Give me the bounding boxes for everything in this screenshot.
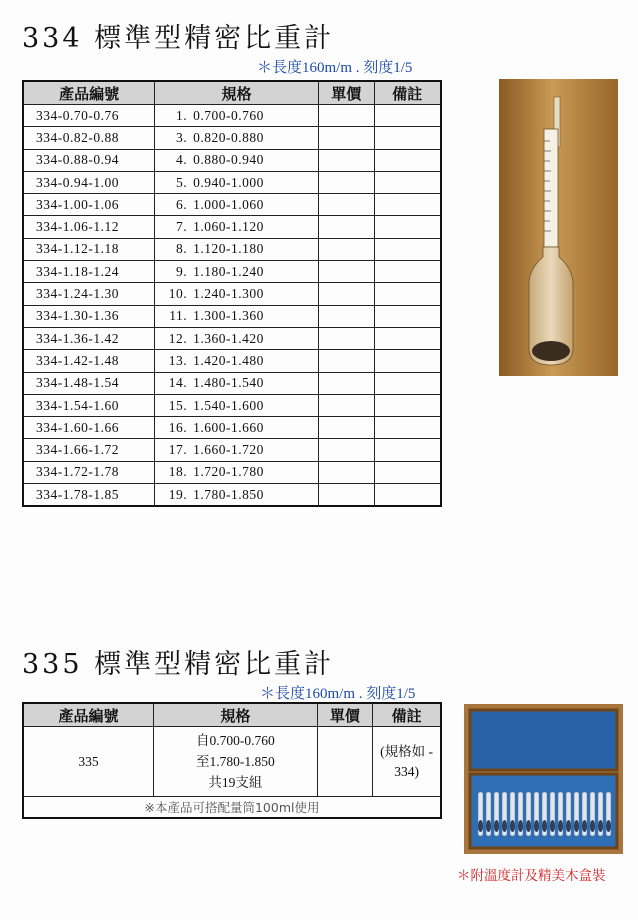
remark-cell	[374, 238, 441, 260]
spec-number: 19.	[168, 486, 188, 502]
header-unit-price: 單價	[317, 703, 373, 727]
unit-price-cell	[318, 372, 374, 394]
unit-price-cell	[317, 727, 373, 797]
table-note: ※本產品可搭配量筒100ml使用	[23, 797, 441, 819]
spec-range: 1.360-1.420	[193, 330, 264, 346]
spec-range: 1.180-1.240	[193, 263, 264, 279]
remark-cell	[374, 327, 441, 349]
section-334-title: 334 標準型精密比重計	[22, 23, 335, 54]
unit-price-cell	[318, 127, 374, 149]
product-code-cell: 334-1.18-1.24	[23, 261, 155, 283]
spec-cell	[155, 484, 319, 507]
unit-price-cell	[318, 484, 374, 507]
spec-line: 至1.780-1.850	[195, 754, 275, 769]
table-row	[23, 238, 441, 260]
table-row	[23, 372, 441, 394]
product-code-cell: 334-0.70-0.76	[23, 105, 155, 127]
hydrometer-set-photo	[464, 704, 623, 854]
header-spec: 規格	[155, 81, 319, 105]
spec-line: 自0.700-0.760	[195, 733, 275, 748]
header-unit-price: 單價	[318, 81, 374, 105]
remark-cell	[374, 216, 441, 238]
unit-price-cell	[318, 394, 374, 416]
spec-number: 15.	[168, 397, 188, 413]
spec-number: 5.	[176, 174, 188, 190]
spec-number: 13.	[168, 352, 188, 368]
product-code-cell: 334-1.30-1.36	[23, 305, 155, 327]
spec-cell	[155, 417, 319, 439]
unit-price-cell	[318, 194, 374, 216]
spec-range: 1.120-1.180	[193, 241, 264, 257]
spec-range: 1.780-1.850	[193, 486, 264, 502]
remark-cell	[374, 305, 441, 327]
table-row	[23, 149, 441, 171]
section-335-subtitle: ＊長度160m/m . 刻度1/5	[260, 686, 416, 702]
spec-number: 11.	[169, 308, 188, 324]
spec-cell	[155, 461, 319, 483]
section-334-subtitle: ＊長度160m/m . 刻度1/5	[257, 60, 413, 76]
spec-range: 1.300-1.360	[193, 308, 264, 324]
table-row	[23, 105, 441, 127]
spec-range: 0.700-0.760	[193, 107, 264, 123]
table-row	[23, 305, 441, 327]
product-code-cell: 334-1.06-1.12	[23, 216, 155, 238]
unit-price-cell	[318, 350, 374, 372]
remark-cell	[374, 194, 441, 216]
product-code-cell: 334-0.94-1.00	[23, 171, 155, 193]
remark-cell	[374, 350, 441, 372]
header-remark: 備註	[374, 81, 441, 105]
unit-price-cell	[318, 105, 374, 127]
header-product-code: 產品編號	[23, 81, 155, 105]
spec-number: 14.	[168, 375, 188, 391]
header-spec: 規格	[154, 703, 317, 727]
table-row	[23, 461, 441, 483]
product-table-334	[22, 80, 442, 507]
spec-cell	[155, 305, 319, 327]
table-row	[23, 283, 441, 305]
product-code-cell: 334-1.54-1.60	[23, 394, 155, 416]
remark-cell: (規格如 - 334)	[373, 727, 441, 797]
product-code-cell: 334-1.72-1.78	[23, 461, 155, 483]
spec-number: 18.	[168, 464, 188, 480]
unit-price-cell	[318, 439, 374, 461]
remark-cell	[374, 105, 441, 127]
product-code-cell: 334-1.60-1.66	[23, 417, 155, 439]
spec-range: 1.660-1.720	[193, 442, 264, 458]
product-code-cell: 334-1.48-1.54	[23, 372, 155, 394]
spec-cell	[154, 727, 317, 797]
table-row	[23, 261, 441, 283]
spec-number: 3.	[176, 129, 188, 145]
spec-cell	[155, 439, 319, 461]
spec-cell	[155, 261, 319, 283]
unit-price-cell	[318, 149, 374, 171]
header-product-code: 產品編號	[23, 703, 154, 727]
spec-number: 9.	[176, 263, 188, 279]
table-row	[23, 216, 441, 238]
product-code-cell: 334-1.42-1.48	[23, 350, 155, 372]
product-code-cell: 334-1.36-1.42	[23, 327, 155, 349]
spec-range: 1.240-1.300	[193, 286, 264, 302]
unit-price-cell	[318, 216, 374, 238]
spec-range: 1.540-1.600	[193, 397, 264, 413]
unit-price-cell	[318, 461, 374, 483]
spec-number: 12.	[168, 330, 188, 346]
product-code-cell: 334-1.66-1.72	[23, 439, 155, 461]
remark-cell	[374, 127, 441, 149]
remark-cell	[374, 261, 441, 283]
product-code-cell: 334-0.88-0.94	[23, 149, 155, 171]
product-code-cell: 334-1.12-1.18	[23, 238, 155, 260]
table-row	[23, 327, 441, 349]
product-code-cell: 335	[23, 727, 154, 797]
remark-cell	[374, 439, 441, 461]
header-remark: 備註	[373, 703, 441, 727]
remark-cell	[374, 149, 441, 171]
spec-number: 4.	[176, 152, 188, 168]
spec-range: 0.880-0.940	[193, 152, 264, 168]
remark-cell	[374, 372, 441, 394]
product-code-cell: 334-1.78-1.85	[23, 484, 155, 507]
table-row	[23, 727, 441, 797]
table-header-row	[23, 81, 441, 105]
table-header-row	[23, 703, 441, 727]
spec-number: 1.	[176, 107, 188, 123]
product-code-cell: 334-1.24-1.30	[23, 283, 155, 305]
unit-price-cell	[318, 283, 374, 305]
section-335-title: 335 標準型精密比重計	[22, 649, 335, 680]
table-row	[23, 171, 441, 193]
unit-price-cell	[318, 417, 374, 439]
spec-number: 7.	[176, 219, 188, 235]
spec-cell	[155, 171, 319, 193]
spec-cell	[155, 216, 319, 238]
product-code-cell: 334-1.00-1.06	[23, 194, 155, 216]
spec-cell	[155, 327, 319, 349]
spec-cell	[155, 238, 319, 260]
table-row	[23, 350, 441, 372]
spec-range: 1.000-1.060	[193, 196, 264, 212]
remark-cell	[374, 461, 441, 483]
table-row	[23, 194, 441, 216]
unit-price-cell	[318, 171, 374, 193]
spec-cell	[155, 372, 319, 394]
remark-cell	[374, 394, 441, 416]
table-row	[23, 417, 441, 439]
spec-range: 0.820-0.880	[193, 129, 264, 145]
spec-cell	[155, 105, 319, 127]
spec-number: 17.	[168, 442, 188, 458]
spec-cell	[155, 394, 319, 416]
spec-number: 6.	[176, 196, 188, 212]
table-row	[23, 394, 441, 416]
spec-range: 1.720-1.780	[193, 464, 264, 480]
spec-line: 共19支組	[208, 775, 263, 790]
spec-range: 1.480-1.540	[193, 375, 264, 391]
remark-cell	[374, 484, 441, 507]
unit-price-cell	[318, 261, 374, 283]
unit-price-cell	[318, 305, 374, 327]
spec-number: 16.	[168, 419, 188, 435]
spec-cell	[155, 127, 319, 149]
product-code-cell: 334-0.82-0.88	[23, 127, 155, 149]
spec-cell	[155, 194, 319, 216]
wooden-box-illustration	[464, 704, 623, 854]
spec-range: 1.600-1.660	[193, 419, 264, 435]
product-table-335	[22, 702, 442, 819]
spec-range: 0.940-1.000	[193, 174, 264, 190]
table-row	[23, 439, 441, 461]
hydrometer-photo	[499, 79, 618, 376]
unit-price-cell	[318, 238, 374, 260]
spec-range: 1.060-1.120	[193, 219, 264, 235]
spec-number: 8.	[176, 241, 188, 257]
remark-cell	[374, 283, 441, 305]
spec-cell	[155, 350, 319, 372]
hydrometer-illustration	[499, 79, 618, 376]
unit-price-cell	[318, 327, 374, 349]
remark-cell	[374, 417, 441, 439]
spec-range: 1.420-1.480	[193, 352, 264, 368]
spec-cell	[155, 149, 319, 171]
photo-caption: ＊附溫度計及精美木盒裝	[457, 868, 606, 884]
spec-cell	[155, 283, 319, 305]
note-row	[23, 797, 441, 819]
table-row	[23, 484, 441, 507]
table-row	[23, 127, 441, 149]
spec-number: 10.	[168, 286, 188, 302]
remark-cell	[374, 171, 441, 193]
